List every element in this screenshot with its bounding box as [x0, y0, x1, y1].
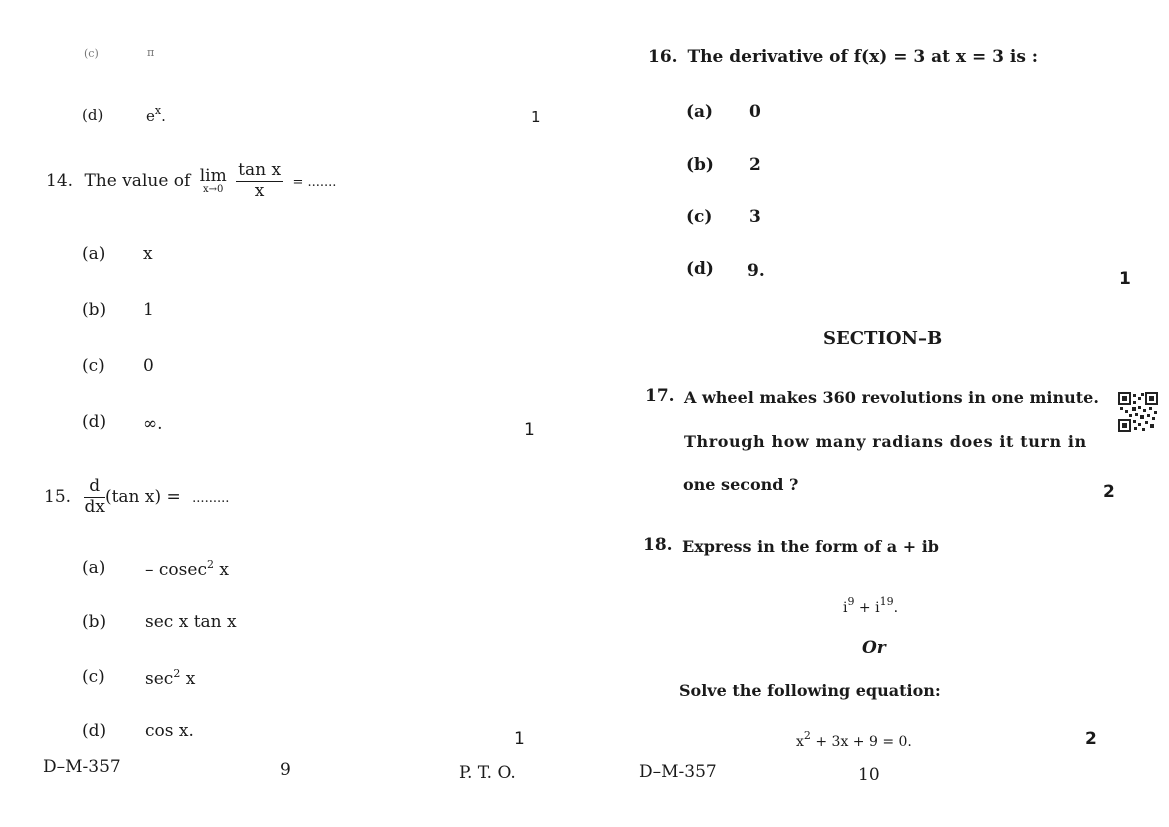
q18-equation: $x^2 + 3x + 9 = 0$.: [796, 729, 912, 750]
q13-option-c-text: π: [147, 46, 155, 59]
q14-marks: 1: [524, 420, 535, 440]
q18-marks: 2: [1085, 729, 1097, 749]
q15-expression: (tan x) =: [104, 486, 181, 507]
q14-option-c-text: 0: [143, 356, 154, 376]
question-14: [46, 162, 336, 201]
section-title: SECTION–B: [823, 328, 943, 349]
q16-marks: 1: [1119, 269, 1131, 289]
q15-derivative-operator: $\frac{d}{dx}$: [84, 476, 105, 517]
q17-line-1: A wheel makes 360 revolutions in one minute.: [684, 388, 1099, 407]
q18-text: Express in the form of a + ib: [682, 537, 939, 556]
q15-option-a-label: (a): [82, 558, 106, 578]
q18-number: 18.: [643, 535, 673, 555]
q15-option-d-text: cos x.: [145, 721, 194, 741]
q15-option-b-label: (b): [82, 612, 107, 632]
q15-option-c-label: (c): [82, 667, 105, 687]
q17-line-2: Through how many radians does it turn in: [684, 432, 1087, 451]
right-footer-code: D–M-357: [639, 762, 717, 782]
q13-option-c-label: (c): [84, 47, 99, 60]
q15-marks: 1: [514, 729, 525, 749]
q17-marks: 2: [1103, 482, 1115, 502]
q14-option-b-text: 1: [143, 300, 154, 320]
q16-number: 16.: [648, 47, 678, 67]
q16-text: The derivative of f(x) = 3 at x = 3 is :: [687, 47, 1039, 67]
q16-option-b-text: 2: [749, 155, 761, 175]
q17-line-3: one second ?: [683, 475, 799, 494]
q15-option-d-label: (d): [82, 721, 107, 741]
q16-option-d-text: 9.: [747, 261, 765, 281]
q14-option-d-text: ∞.: [143, 414, 163, 434]
q14-tail: = .......: [292, 174, 337, 190]
q13-option-d-text: $e^x$.: [146, 104, 166, 125]
q14-fraction: $\frac{\text{tan x}}{x}$: [238, 160, 282, 201]
q16-option-a-text: 0: [749, 102, 761, 122]
q16-option-a-label: (a): [686, 102, 714, 122]
q15-number: 15.: [44, 486, 72, 507]
question-15: [44, 478, 229, 517]
q15-dots: .........: [192, 490, 230, 506]
q16-option-c-label: (c): [686, 207, 713, 227]
q15-option-c-text: $\sec^2 x$: [145, 667, 196, 689]
q14-option-d-label: (d): [82, 412, 107, 432]
left-footer-page-number: 9: [280, 760, 291, 780]
q13-option-d-label: (d): [82, 106, 104, 124]
qr-code-icon: [1118, 392, 1158, 432]
q13-marks: 1: [531, 108, 541, 126]
q17-number: 17.: [645, 386, 675, 406]
q14-limit: lim x→0: [199, 165, 227, 195]
q16-option-d-label: (d): [686, 259, 714, 279]
q14-number: 14.: [46, 170, 74, 191]
q18-alt-text: Solve the following equation:: [679, 681, 941, 700]
right-footer-page-number: 10: [858, 765, 880, 785]
left-footer-code: D–M-357: [43, 757, 121, 777]
q15-option-b-text: sec x tan x: [145, 612, 237, 632]
q15-option-a-text: – cosec$^2$ x: [145, 558, 229, 580]
q14-option-a-text: x: [143, 244, 153, 264]
q18-expression: $i^9 + i^{19}$.: [843, 595, 899, 616]
q14-option-a-label: (a): [82, 244, 106, 264]
q14-option-c-label: (c): [82, 356, 105, 376]
q14-option-b-label: (b): [82, 300, 107, 320]
question-16: [648, 47, 1038, 67]
q16-option-b-label: (b): [686, 155, 714, 175]
q14-stem: The value of: [84, 170, 191, 191]
q16-option-c-text: 3: [749, 207, 761, 227]
left-footer-pto: P. T. O.: [459, 763, 516, 783]
q18-or: Or: [862, 638, 886, 658]
